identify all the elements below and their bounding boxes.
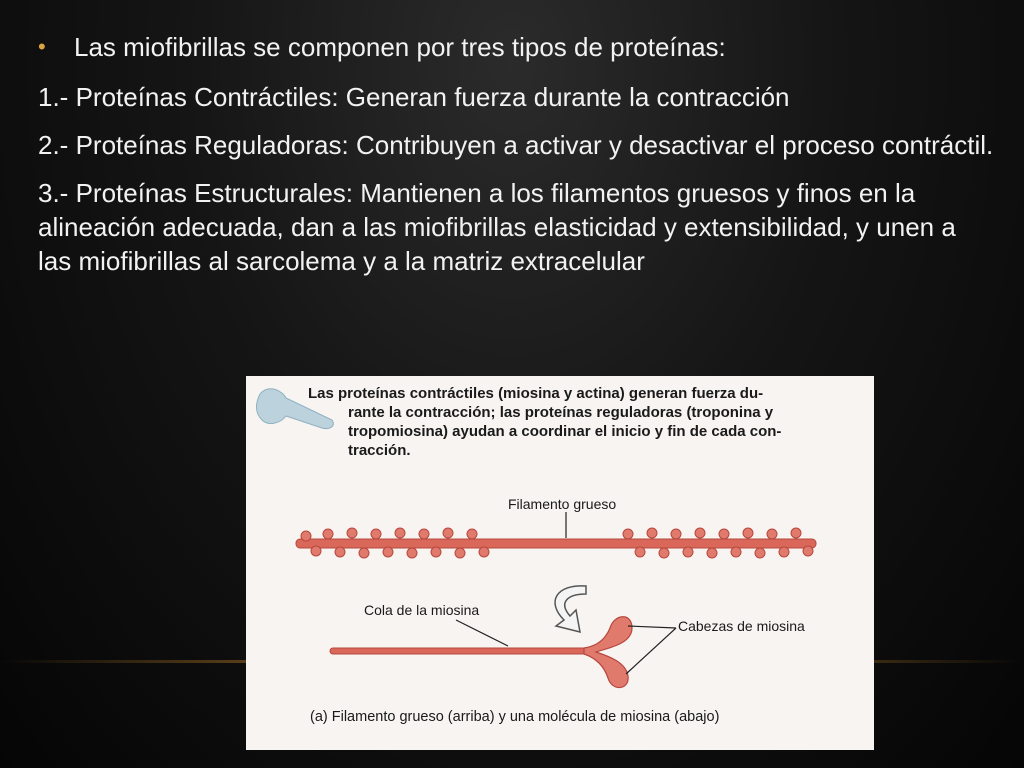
figure-caption bbox=[308, 384, 868, 460]
item-2: 2.- Proteínas Reguladoras: Contribuyen a activar y desactivar el proceso contráctil. bbox=[38, 130, 994, 160]
pointer-head-top bbox=[628, 626, 676, 628]
bullet-icon: • bbox=[38, 34, 46, 59]
curved-arrow-icon bbox=[555, 586, 586, 632]
heading-row bbox=[38, 30, 998, 64]
label-thick-filament: Filamento grueso bbox=[508, 496, 617, 512]
item-3: 3.- Proteínas Estructurales: Mantienen a los filamentos gruesos y finos en la alineación adecuada, dan a las miofibrillas elasticidad y extensibilidad, y unen a las miofibrillas al sarcolema y a la matriz extracelular bbox=[38, 178, 956, 276]
caption-line-1: Las proteínas contráctiles (miosina y actina) generan fuerza du- bbox=[308, 385, 764, 402]
pointer-head-bottom bbox=[626, 628, 676, 674]
caption-line-2: rante la contracción; las proteínas reguladoras (troponina y bbox=[348, 404, 774, 421]
caption-line-3: tropomiosina) ayudan a coordinar el inicio y fin de cada con- bbox=[348, 423, 782, 440]
myosin-heads bbox=[584, 617, 632, 688]
myosin-molecule bbox=[330, 617, 632, 688]
item-1: 1.- Proteínas Contráctiles: Generan fuerza durante la contracción bbox=[38, 82, 790, 112]
slide-text bbox=[38, 30, 998, 292]
figure-myosin bbox=[246, 376, 874, 750]
slide-heading: Las miofibrillas se componen por tres tipos de proteínas: bbox=[74, 32, 726, 62]
thick-filament bbox=[296, 528, 816, 558]
pointer-tail bbox=[456, 620, 508, 646]
caption-line-4: tracción. bbox=[348, 442, 411, 459]
label-myosin-tail: Cola de la miosina bbox=[364, 602, 480, 618]
figure-bottom-caption: (a) Filamento grueso (arriba) y una molécula de miosina (abajo) bbox=[310, 709, 720, 725]
label-myosin-heads: Cabezas de miosina bbox=[678, 618, 805, 634]
